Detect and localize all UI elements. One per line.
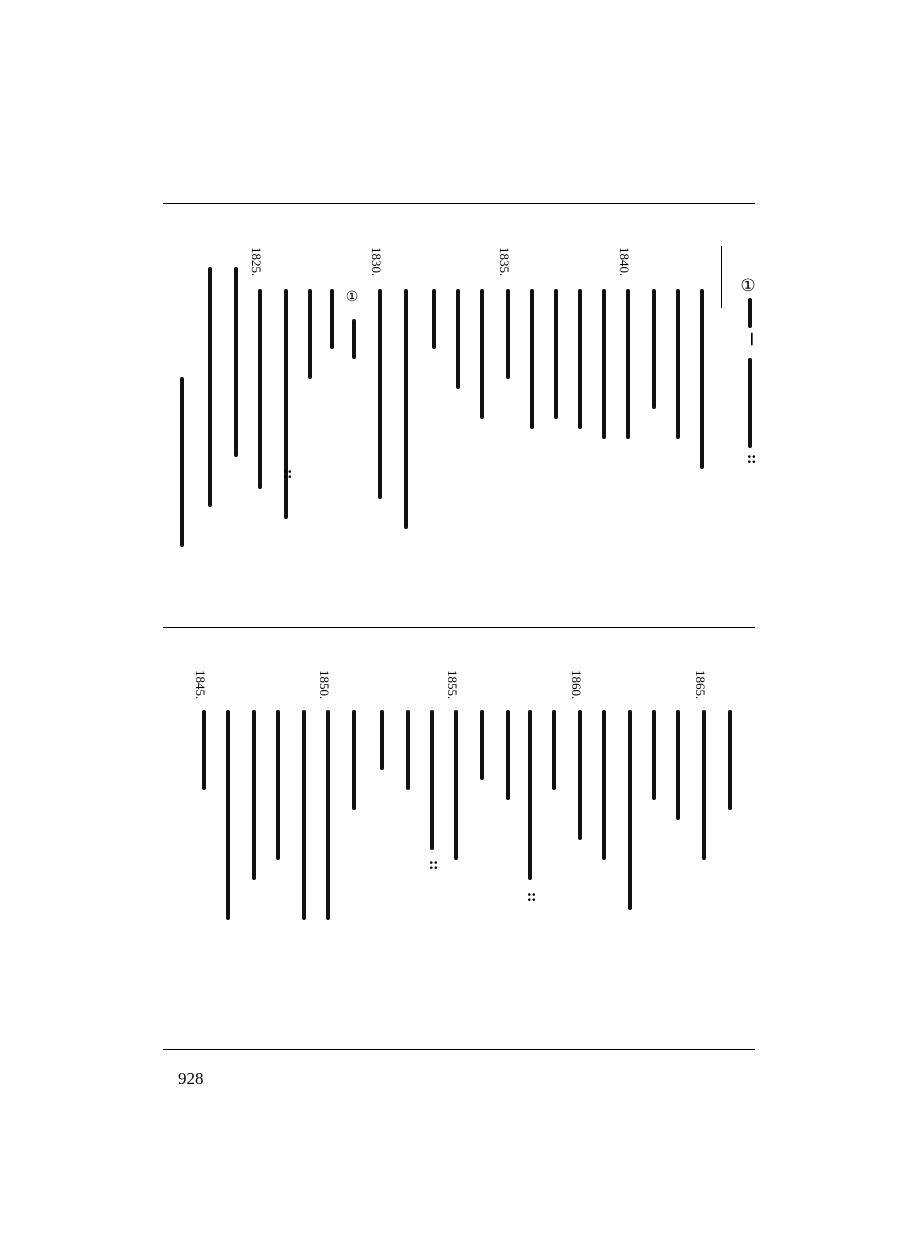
page-number: 928 — [178, 1069, 204, 1088]
script-run — [693, 710, 715, 860]
script-stroke — [602, 289, 606, 439]
script-run — [249, 289, 271, 489]
footnote-separator — [721, 246, 722, 308]
script-run — [293, 710, 315, 920]
script-stroke — [652, 710, 656, 800]
script-stroke — [284, 289, 288, 519]
bottom-rule — [163, 1049, 755, 1050]
script-stroke — [380, 710, 384, 770]
text-line — [716, 670, 744, 930]
script-run — [643, 289, 665, 409]
script-stroke — [330, 289, 334, 349]
script-run — [447, 289, 469, 389]
script-stroke — [430, 710, 434, 850]
script-run — [519, 710, 541, 880]
script-run — [371, 710, 393, 770]
script-stroke — [700, 289, 704, 469]
script-run — [193, 710, 215, 790]
script-run — [521, 289, 543, 429]
script-stroke — [226, 710, 230, 920]
punctuation-mark: :: — [280, 469, 296, 480]
text-line — [168, 247, 196, 417]
text-line — [392, 247, 420, 507]
top-rule — [163, 203, 755, 204]
script-run — [643, 710, 665, 800]
script-run — [691, 289, 713, 469]
script-stroke — [308, 289, 312, 379]
script-stroke — [628, 710, 632, 910]
script-stroke — [258, 289, 262, 489]
footnote-text — [739, 358, 761, 448]
line-number: 1865. — [693, 670, 708, 700]
line-number: 1825. — [249, 247, 264, 277]
line-number: 1860. — [569, 670, 584, 700]
text-line — [664, 670, 692, 930]
punctuation-mark: :: — [426, 860, 442, 871]
footnote-marker: ① — [738, 276, 758, 296]
script-run — [617, 289, 639, 439]
text-line — [246, 247, 274, 507]
script-stroke — [506, 289, 510, 379]
text-line — [340, 247, 368, 507]
script-run — [543, 710, 565, 790]
script-stroke — [404, 289, 408, 529]
script-run — [497, 289, 519, 379]
text-line — [688, 247, 716, 507]
script-run — [471, 710, 493, 780]
text-line — [468, 247, 496, 507]
script-run — [171, 377, 193, 547]
script-run — [317, 710, 339, 920]
script-stroke — [480, 289, 484, 419]
script-stroke — [578, 289, 582, 429]
text-line — [590, 670, 618, 930]
script-stroke — [748, 298, 752, 328]
script-stroke — [202, 710, 206, 790]
line-number: 1830. — [369, 247, 384, 277]
text-line — [214, 670, 242, 930]
script-stroke — [406, 710, 410, 790]
script-run — [267, 710, 289, 860]
script-stroke — [352, 319, 356, 359]
script-stroke — [578, 710, 582, 840]
script-stroke — [702, 710, 706, 860]
line-number: 1855. — [445, 670, 460, 700]
script-run — [569, 289, 591, 429]
script-run — [225, 267, 247, 457]
text-line — [540, 670, 568, 930]
script-stroke — [234, 267, 238, 457]
footnote-dash: — — [744, 332, 760, 346]
script-stroke — [456, 289, 460, 389]
script-run — [369, 289, 391, 499]
script-run — [343, 319, 365, 359]
script-stroke — [728, 710, 732, 810]
script-run — [545, 289, 567, 419]
script-stroke — [748, 358, 752, 448]
text-line — [196, 247, 224, 507]
line-number: 1845. — [193, 670, 208, 700]
footnote-marker: ① — [344, 289, 360, 305]
middle-rule — [163, 627, 755, 628]
script-run — [593, 289, 615, 439]
script-stroke — [180, 377, 184, 547]
script-stroke — [480, 710, 484, 780]
script-stroke — [676, 289, 680, 439]
text-line — [366, 247, 394, 507]
script-stroke — [676, 710, 680, 820]
script-stroke — [326, 710, 330, 920]
script-run — [423, 289, 445, 349]
script-run — [445, 710, 467, 860]
script-stroke — [378, 289, 382, 499]
script-stroke — [506, 710, 510, 800]
script-run — [243, 710, 265, 880]
script-run — [199, 267, 221, 507]
text-line — [614, 247, 642, 507]
text-line — [442, 670, 470, 930]
script-run — [217, 710, 239, 920]
script-stroke — [302, 710, 306, 920]
script-run — [569, 710, 591, 840]
script-stroke — [352, 710, 356, 810]
script-run — [471, 289, 493, 419]
script-run — [667, 289, 689, 439]
script-run — [593, 710, 615, 860]
text-line — [264, 670, 292, 930]
text-line — [468, 670, 496, 930]
text-line — [368, 670, 396, 930]
script-stroke — [554, 289, 558, 419]
script-stroke — [276, 710, 280, 860]
script-stroke — [432, 289, 436, 349]
script-stroke — [208, 267, 212, 507]
script-stroke — [528, 710, 532, 880]
script-run — [397, 710, 419, 790]
script-stroke — [602, 710, 606, 860]
line-number: 1835. — [497, 247, 512, 277]
script-run — [275, 289, 297, 519]
line-number: 1840. — [617, 247, 632, 277]
script-run — [421, 710, 443, 850]
footnote-text — [739, 298, 761, 328]
script-stroke — [652, 289, 656, 409]
script-stroke — [530, 289, 534, 429]
script-run — [619, 710, 641, 910]
script-stroke — [252, 710, 256, 880]
text-line — [690, 670, 718, 930]
script-run — [343, 710, 365, 810]
text-line — [314, 670, 342, 930]
footnote-column — [736, 276, 764, 476]
script-stroke — [552, 710, 556, 790]
punctuation-mark: :: — [524, 892, 540, 903]
script-stroke — [626, 289, 630, 439]
punctuation-mark: :: — [744, 454, 760, 465]
text-line — [340, 670, 368, 930]
line-number: 1850. — [317, 670, 332, 700]
script-stroke — [454, 710, 458, 860]
script-run — [395, 289, 417, 529]
script-run — [667, 710, 689, 820]
script-run — [719, 710, 741, 810]
